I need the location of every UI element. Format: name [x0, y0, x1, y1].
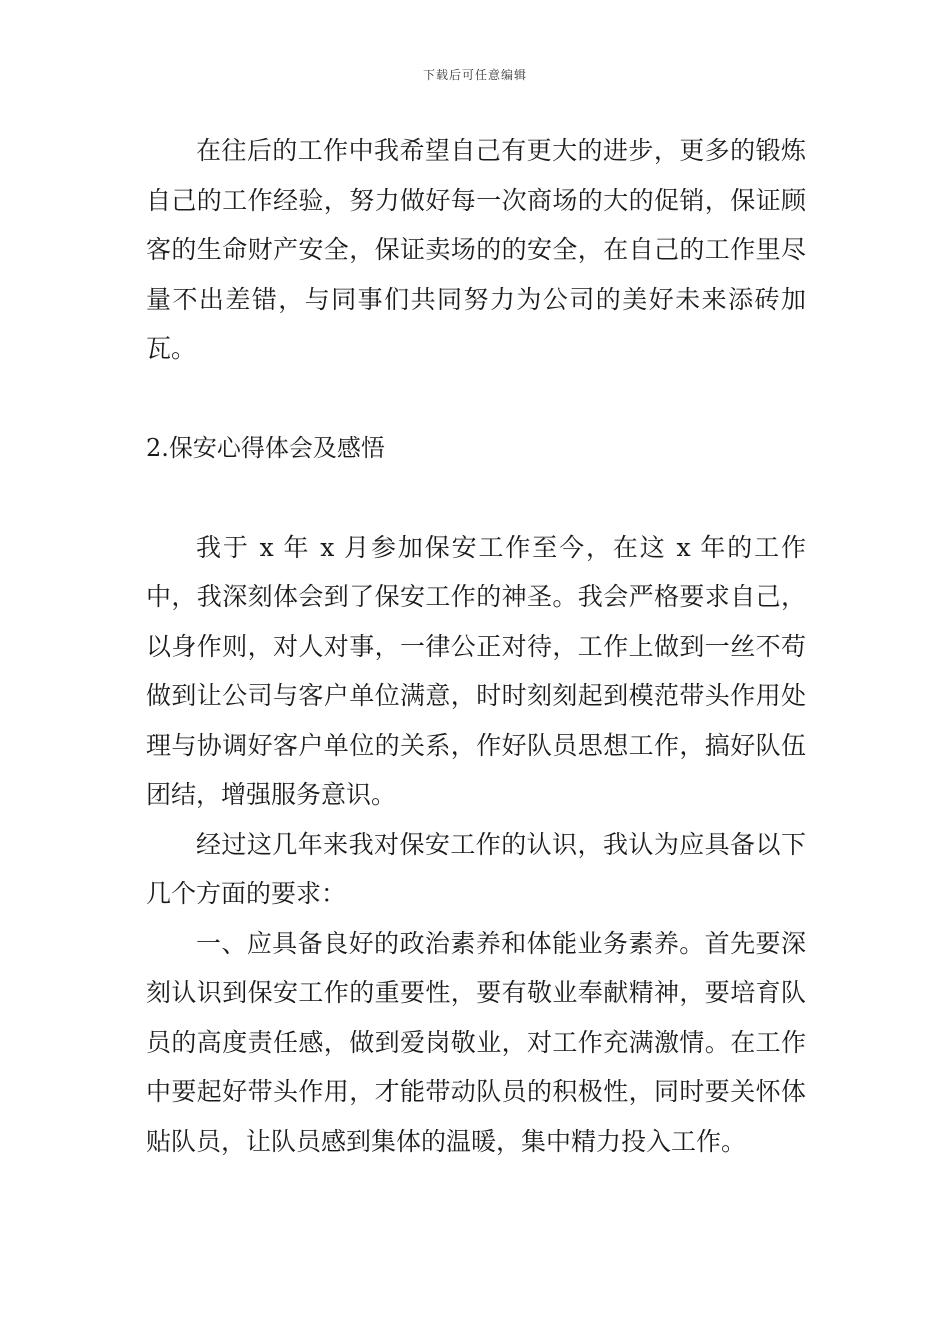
paragraph-spacer: [146, 374, 806, 424]
paragraph-future-hopes: 在往后的工作中我希望自己有更大的进步，更多的锻炼自己的工作经验，努力做好每一次商场的大的促销，保证顾客的生命财产安全，保证卖场的的安全，在自己的工作里尽量不出差错，与同事们共同努力为公司的美好未来添砖加瓦。: [146, 136, 806, 363]
paragraph-experience: 我于 x 年 x 月参加保安工作至今，在这 x 年的工作中，我深刻体会到了保安工作的神圣。我会严格要求自己，以身作则，对人对事，一律公正对待，工作上做到一丝不苟做到让公司与客户单位满意，时时刻刻起到模范带头作用处理与协调好客户单位的关系，作好队员思想工作，搞好队伍团结，增强服务意识。: [146, 532, 806, 809]
page-header-note: 下载后可任意编辑: [422, 68, 527, 82]
paragraph-spacer: [146, 473, 806, 523]
paragraph-requirements-intro: 经过这几年来我对保安工作的认识，我认为应具备以下几个方面的要求：: [146, 829, 806, 908]
section-heading: 2.保安心得体会及感悟: [146, 433, 385, 462]
document-body: [146, 126, 806, 1166]
paragraph-requirement-one: 一、应具备良好的政治素养和体能业务素养。首先要深刻认识到保安工作的重要性，要有敬业奉献精神，要培育队员的高度责任感，做到爱岗敬业，对工作充满激情。在工作中要起好带头作用，才能带动队员的积极性，同时要关怀体贴队员，让队员感到集体的温暖，集中精力投入工作。: [146, 928, 806, 1156]
